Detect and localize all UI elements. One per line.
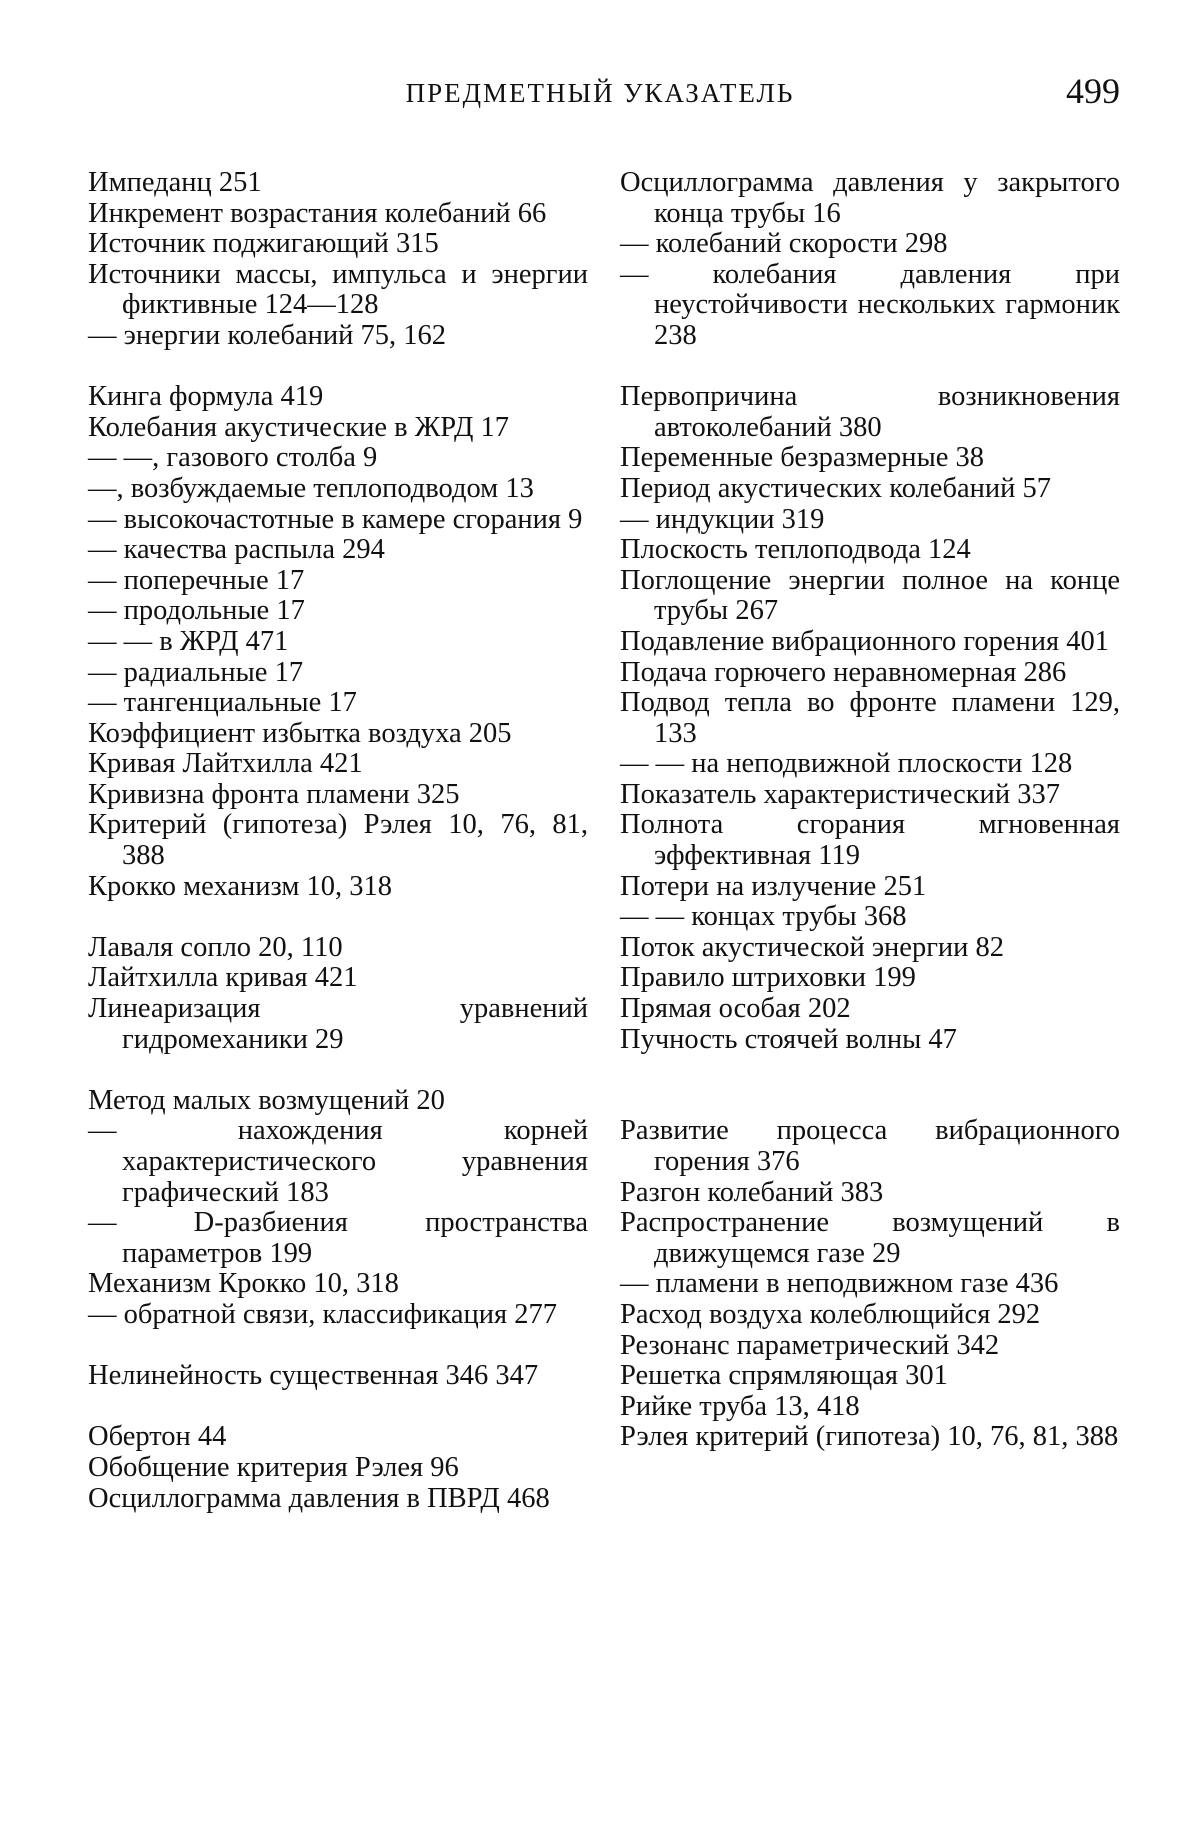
- index-entry: Критерий (гипотеза) Рэлея 10, 76, 81, 388: [88, 809, 588, 872]
- index-entry: Кривизна фронта пламени 325: [88, 778, 460, 810]
- index-entry: —, возбуждаемые теплоподводом 13: [88, 472, 534, 504]
- index-entry: Период акустических колебаний 57: [620, 472, 1051, 504]
- section-gap: [88, 1392, 588, 1423]
- index-entry: Осциллограмма давления у закрытого конца трубы 16: [620, 167, 1120, 229]
- index-entry: Импеданц 251: [88, 167, 262, 198]
- index-entry: Кинга формула 419: [88, 381, 324, 413]
- index-entry: — нахождения корней характеристического уравнения графический 183: [88, 1115, 588, 1208]
- index-entry: Механизм Крокко 10, 318: [88, 1268, 399, 1300]
- index-entry: Лаваля сопло 20, 110: [88, 931, 343, 963]
- index-entry: — продольные 17: [88, 595, 305, 627]
- index-entry: Коэффициент избытка воздуха 205: [88, 717, 512, 749]
- index-entry: — поперечные 17: [88, 564, 305, 596]
- index-entry: Развитие процесса вибрационного горения 376: [620, 1115, 1120, 1177]
- index-entry: Рийке труба 13, 418: [620, 1390, 860, 1422]
- index-entry: Кривая Лайтхилла 421: [88, 748, 363, 780]
- index-entry: — — концах трубы 368: [620, 901, 907, 933]
- index-entry: Полнота сгорания мгновенная эффективная 119: [620, 809, 1120, 872]
- section-gap: [88, 902, 588, 933]
- index-entry: Потери на излучение 251: [620, 870, 927, 902]
- index-entry: Пучность стоячей волны 47: [620, 1023, 957, 1055]
- index-entry: Подача горючего неравномерная 286: [620, 656, 1067, 688]
- index-column-right: [620, 168, 1120, 1453]
- index-entry: Крокко механизм 10, 318: [88, 870, 392, 902]
- index-entry: — пламени в неподвижном газе 436: [620, 1268, 1059, 1300]
- section-gap: [620, 1086, 1120, 1117]
- index-entry: — качества распыла 294: [88, 534, 385, 566]
- index-entry: Подавление вибрационного горения 401: [620, 625, 1109, 657]
- index-entry: Колебания акустические в ЖРД 17: [88, 411, 510, 443]
- index-entry: Поглощение энергии полное на конце трубы 267: [620, 564, 1120, 627]
- index-entry: Обертон 44: [88, 1421, 227, 1453]
- index-entry: Разгон колебаний 383: [620, 1176, 884, 1208]
- section-gap: [88, 352, 588, 383]
- index-entry: — обратной связи, классификация 277: [88, 1298, 558, 1330]
- index-entry: Рэлея критерий (гипотеза) 10, 76, 81, 388: [620, 1421, 1119, 1453]
- index-entry: — — в ЖРД 471: [88, 625, 289, 657]
- index-entry: Источник поджигающий 315: [88, 228, 439, 260]
- section-gap: [88, 1055, 588, 1086]
- index-entry: Линеаризация уравнений гидромеханики 29: [88, 993, 588, 1055]
- index-entry: Прямая особая 202: [620, 993, 851, 1025]
- index-entry: Инкремент возрастания колебаний 66: [88, 197, 547, 229]
- index-entry: Поток акустической энергии 82: [620, 931, 1005, 963]
- index-entry: — тангенциальные 17: [88, 687, 357, 719]
- index-entry: Источники массы, импульса и энергии фиктивные 124—128: [88, 258, 588, 321]
- running-header: ПРЕДМЕТНЫЙ УКАЗАТЕЛЬ: [405, 78, 795, 108]
- index-entry: Лайтхилла кривая 421: [88, 962, 358, 994]
- index-entry: Первопричина возникновения автоколебаний 380: [620, 381, 1120, 443]
- index-entry: Показатель характеристический 337: [620, 778, 1060, 810]
- index-entry: Правило штриховки 199: [620, 962, 916, 994]
- index-entry: Обобщение критерия Рэлея 96: [88, 1451, 459, 1483]
- section-gap: [620, 1055, 1120, 1086]
- index-entry: Распространение возмущений в движущемся газе 29: [620, 1207, 1120, 1269]
- index-entry: — D-разбиения пространства параметров 199: [88, 1207, 588, 1269]
- index-entry: — —, газового столба 9: [88, 442, 378, 474]
- index-entry: Нелинейность существенная 346 347: [88, 1360, 539, 1392]
- index-entry: — энергии колебаний 75, 162: [88, 319, 447, 351]
- section-gap: [88, 1331, 588, 1362]
- index-entry: — — на неподвижной плоскости 128: [620, 748, 1073, 780]
- index-entry: Подвод тепла во фронте пламени 129, 133: [620, 687, 1120, 749]
- section-gap: [620, 352, 1120, 383]
- page-number: 499: [1066, 71, 1120, 111]
- index-entry: Метод малых возмущений 20: [88, 1084, 445, 1116]
- index-entry: — высокочастотные в камере сгорания 9: [88, 503, 583, 535]
- index-entry: Осциллограмма давления в ПВРД 468: [88, 1482, 550, 1514]
- index-entry: — индукции 319: [620, 503, 825, 535]
- index-entry: Резонанс параметрический 342: [620, 1329, 1000, 1361]
- index-entry: — колебаний скорости 298: [620, 228, 948, 260]
- index-entry: Плоскость теплоподвода 124: [620, 534, 971, 566]
- index-column-left: [88, 168, 588, 1514]
- index-entry: Расход воздуха колеблющийся 292: [620, 1298, 1041, 1330]
- index-entry: — радиальные 17: [88, 656, 304, 688]
- index-entry: — колебания давления при неустойчивости нескольких гармоник 238: [620, 258, 1120, 351]
- index-entry: Решетка спрямляющая 301: [620, 1360, 948, 1392]
- index-entry: Переменные безразмерные 38: [620, 442, 984, 474]
